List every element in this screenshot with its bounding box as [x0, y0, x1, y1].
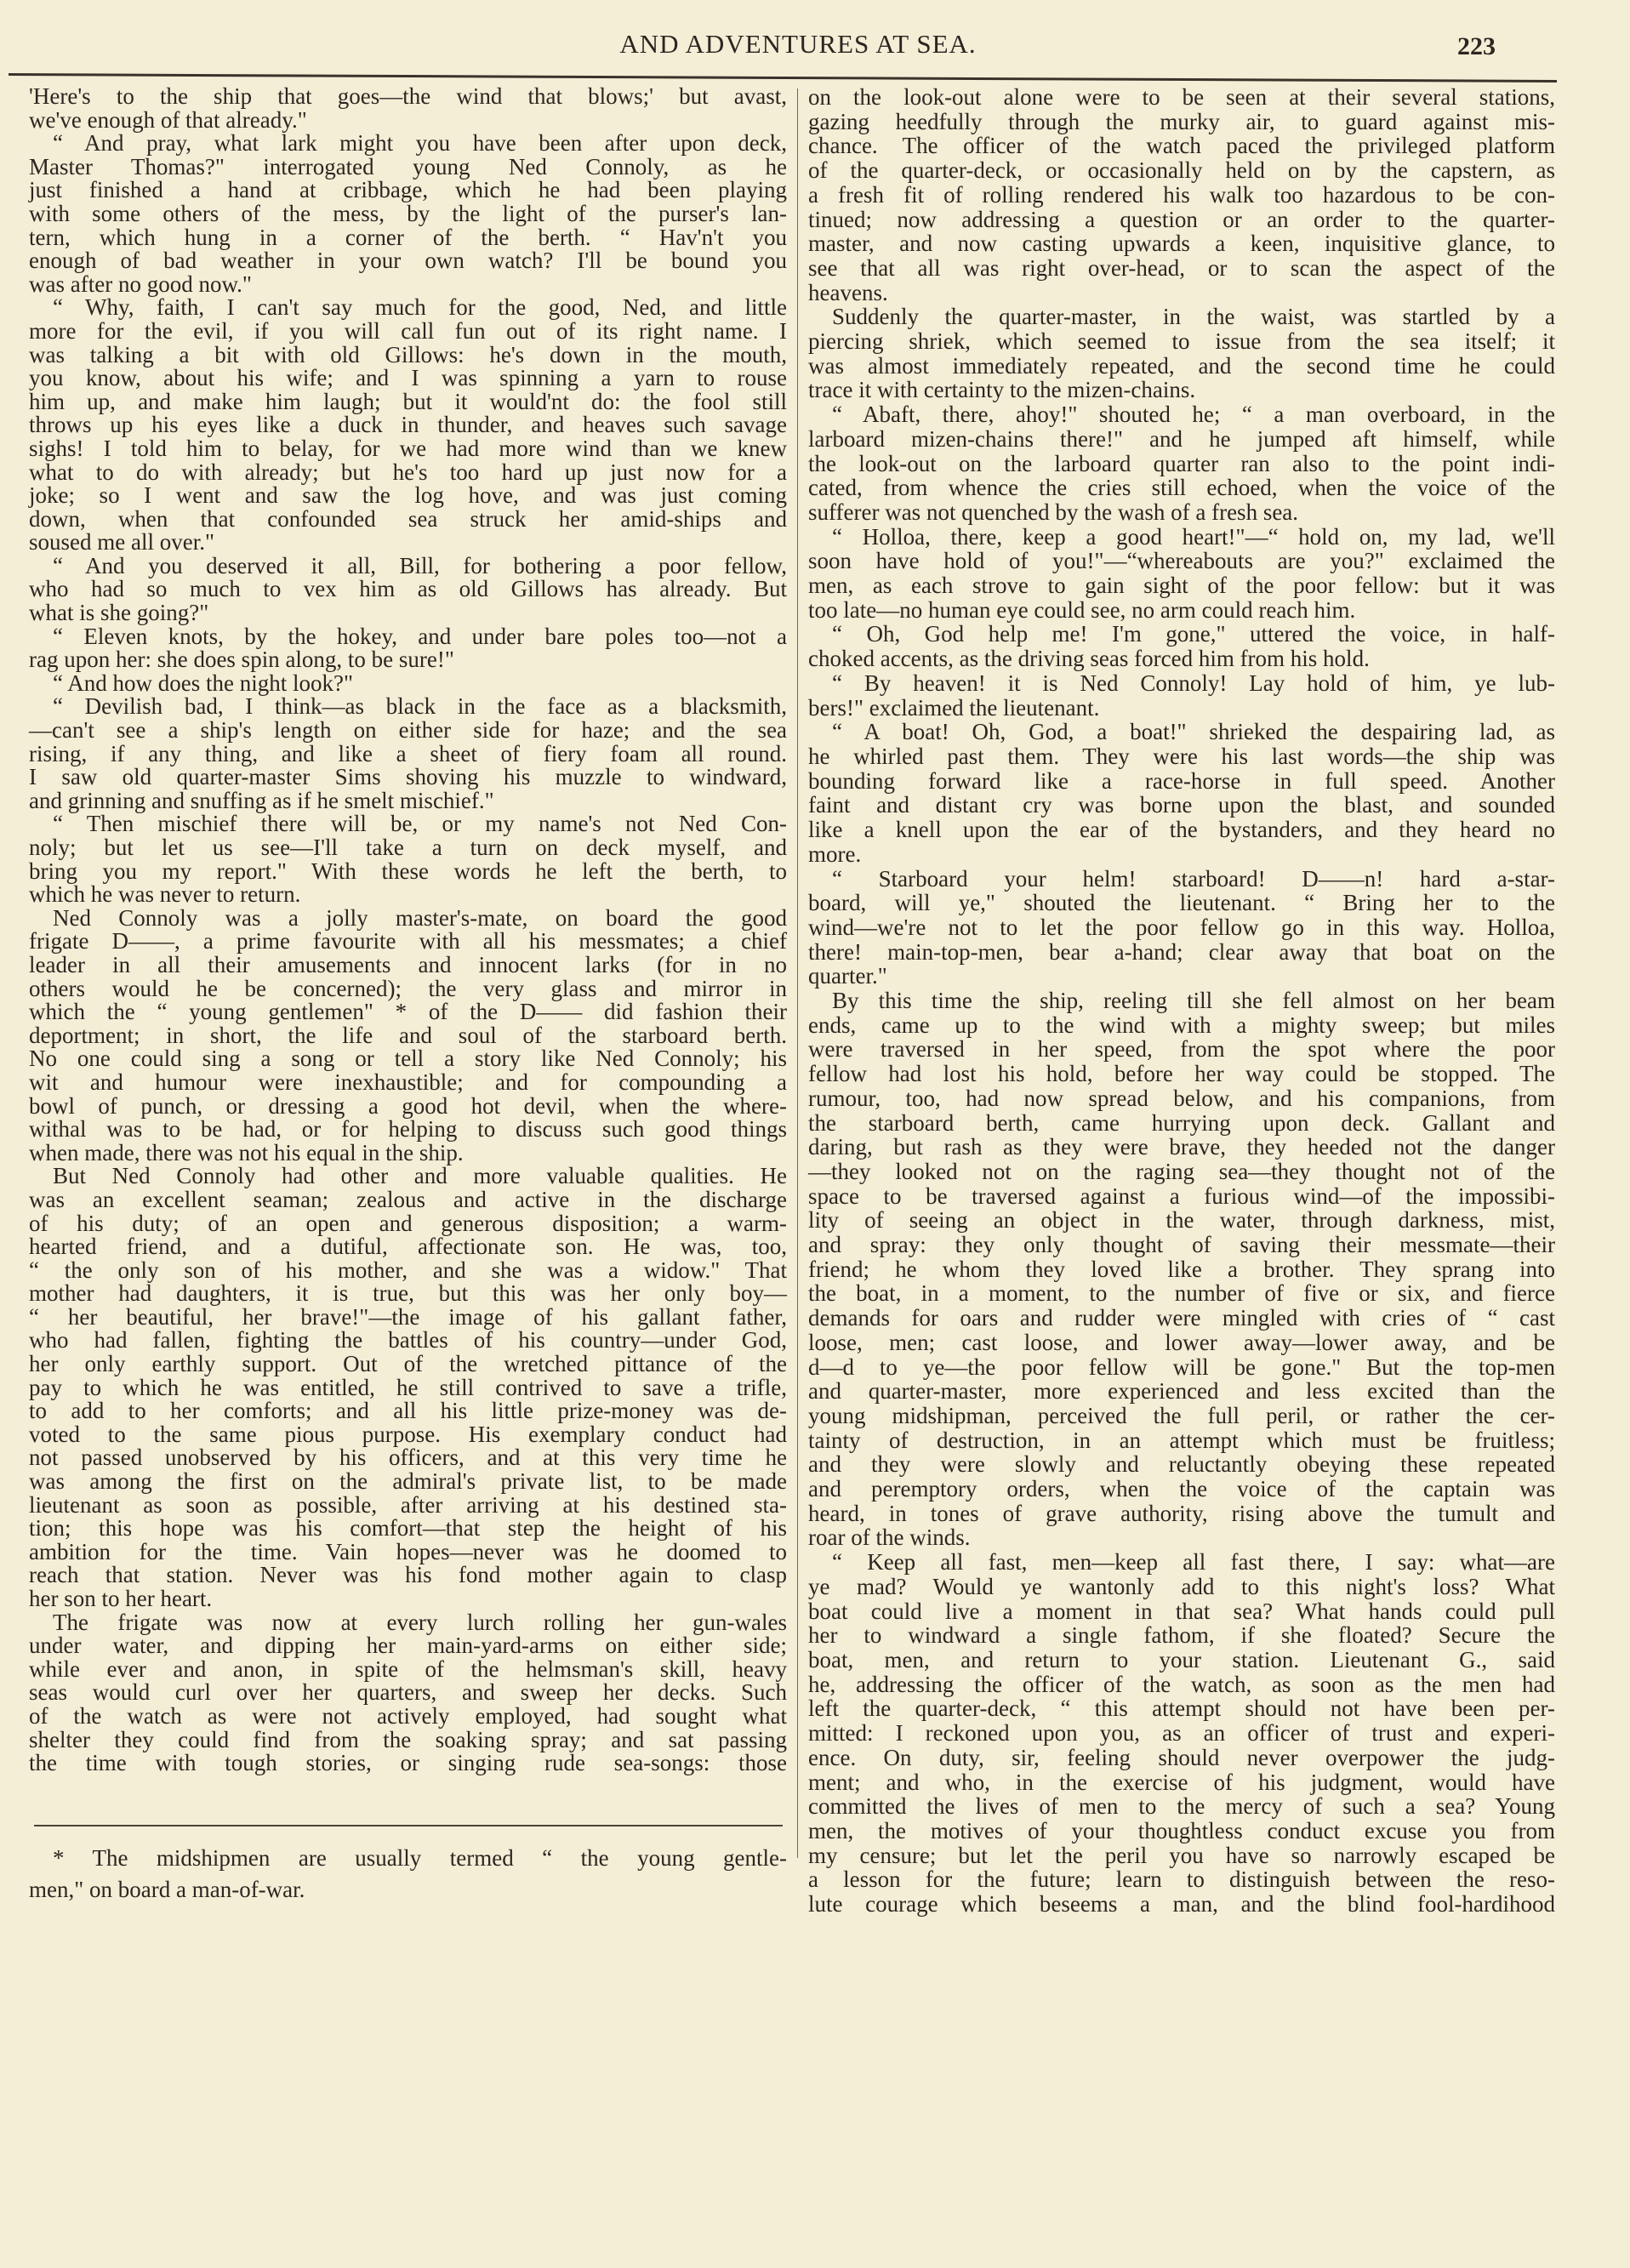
paragraph — [29, 296, 787, 555]
text-line: joke; so I went and saw the log hove, and was just coming — [29, 482, 787, 509]
text-line: her to windward a single fathom, if she floated? Secure the — [808, 1622, 1555, 1649]
text-line: I saw old quarter-master Sims shoving his muzzle to windward, — [29, 764, 787, 790]
text-line: when made, there was not his equal in the ship. — [29, 1139, 464, 1165]
running-title: AND ADVENTURES AT SEA. — [619, 29, 977, 59]
text-line: “ the only son of his mother, and she was a widow." That — [29, 1257, 787, 1283]
text-line: bring you my report." With these words he left the berth, to — [29, 858, 787, 884]
text-line: “ And how does the night look?" — [53, 670, 353, 696]
text-line: which the “ young gentlemen" * of the D—— did fashion their — [29, 999, 787, 1025]
text-line: rising, if any thing, and like a sheet of fiery foam all round. — [29, 740, 787, 766]
text-line: No one could sing a song or tell a story like Ned Connoly; his — [29, 1046, 787, 1072]
text-line: we've enough of that already." — [29, 106, 307, 133]
text-line: and spray: they only thought of saving their messmate—their — [808, 1232, 1555, 1258]
text-line: my censure; but let the peril you have so narrowly escaped be — [808, 1842, 1555, 1868]
text-line: lieutenant as soon as possible, after arriving at his destined sta- — [29, 1491, 787, 1518]
text-line: of the watch as were not actively employed, had sought what — [29, 1702, 787, 1729]
text-line: a fresh fit of rolling rendered his walk too hazardous to be con- — [808, 181, 1555, 208]
text-line: like a knell upon the ear of the bystanders, and they heard no — [808, 817, 1555, 843]
text-line: gazing heedfully through the murky air, to guard against mis- — [808, 108, 1555, 134]
text-line: her only earthly support. Out of the wretched pittance of the — [29, 1351, 787, 1377]
text-line: tinued; now addressing a question or an order to the quarter- — [808, 206, 1555, 232]
text-line: fellow had lost his hold, before her way could be stopped. The — [808, 1061, 1555, 1087]
paragraph — [808, 525, 1555, 623]
text-line: more. — [808, 841, 862, 867]
footnote — [29, 1843, 787, 1906]
text-line: seas would curl over her quarters, and sweep her decks. Such — [29, 1679, 787, 1706]
text-line: friend; he whom they loved like a brother. They sprang into — [808, 1256, 1555, 1282]
text-line: a lesson for the future; learn to distinguish between the reso- — [808, 1866, 1555, 1893]
text-line: rag upon her: she does spin along, to be sure!" — [29, 647, 454, 673]
text-line: bers!" exclaimed the lieutenant. — [808, 694, 1100, 721]
text-line: demands for oars and rudder were mingled with cries of “ cast — [808, 1305, 1555, 1331]
text-line: too late—no human eye could see, no arm could reach him. — [808, 596, 1356, 623]
text-line: boat could live a moment in that sea? What hands could pull — [808, 1598, 1555, 1624]
text-line: on the look-out alone were to be seen at their several stations, — [808, 84, 1555, 110]
text-line: men, the motives of your thoughtless conduct excuse you from — [808, 1817, 1555, 1843]
text-line: —can't see a ship's length on either side for haze; and the sea — [29, 717, 787, 744]
paragraph — [808, 1550, 1555, 1917]
text-line: larboard mizen-chains there!" and he jumped aft himself, while — [808, 425, 1555, 452]
text-line: just finished a hand at cribbage, which he had been playing — [29, 177, 787, 203]
text-line: to add to her comforts; and all his little prize-money was de- — [29, 1398, 787, 1424]
text-line: mother had daughters, it is true, but this was her only boy— — [29, 1280, 787, 1307]
text-line: heavens. — [808, 279, 888, 305]
paragraph — [29, 625, 787, 672]
text-line: the boat, in a moment, to the number of five or six, and fierce — [808, 1280, 1555, 1307]
paragraph — [808, 720, 1555, 866]
text-line: reach that station. Never was his fond mother again to clasp — [29, 1562, 787, 1588]
text-line: faint and distant cry was borne upon the blast, and sounded — [808, 792, 1555, 818]
text-line: By this time the ship, reeling till she fell almost on her beam — [832, 988, 1555, 1014]
text-line: while ever and anon, in spite of the helmsman's skill, heavy — [29, 1655, 787, 1682]
text-line: 'Here's to the ship that goes—the wind that blows;' but avast, — [29, 83, 787, 109]
text-line: committed the lives of men to the mercy of such a sea? Young — [808, 1793, 1555, 1820]
text-line: ambition for the time. Vain hopes—never was he doomed to — [29, 1538, 787, 1564]
text-line: ment; and who, in the exercise of his judgment, would have — [808, 1769, 1555, 1795]
text-line: bowl of punch, or dressing a good hot devil, when the where- — [29, 1092, 787, 1119]
text-line: were traversed in her speed, from the spot where the poor — [808, 1036, 1555, 1063]
text-line: there! main-top-men, bear a-hand; clear away that boat on the — [808, 938, 1555, 965]
text-line: of the quarter-deck, or occasionally held on by the capstern, as — [808, 157, 1555, 184]
text-line: soon have hold of you!"—“whereabouts are you?" exclaimed the — [808, 548, 1555, 574]
column-divider — [797, 88, 798, 1858]
text-line: tainty of destruction, in an attempt which must be fruitless; — [808, 1427, 1555, 1453]
paragraph — [29, 1611, 787, 1775]
text-line: men, as each strove to gain sight of the poor fellow: but it was — [808, 573, 1555, 599]
text-line: Master Thomas?" interrogated young Ned Connoly, as he — [29, 153, 787, 180]
text-line: “ Oh, God help me! I'm gone," uttered the voice, in half- — [832, 621, 1555, 647]
text-line: what is she going?" — [29, 600, 209, 626]
text-line: sufferer was not quenched by the wash of a fresh sea. — [808, 499, 1299, 525]
text-line: “ A boat! Oh, God, a boat!" shrieked the despairing lad, as — [832, 719, 1555, 745]
text-line: and peremptory orders, when the voice of the captain was — [808, 1476, 1555, 1502]
text-line: her son to her heart. — [29, 1586, 213, 1611]
text-line: the starboard berth, came hurrying upon deck. Gallant and — [808, 1109, 1555, 1136]
text-line: deportment; in short, the life and soul of the starboard berth. — [29, 1022, 787, 1048]
paragraph — [808, 671, 1555, 720]
text-line: leader in all their amusements and innocent larks (for in no — [29, 951, 787, 977]
text-line: The frigate was now at every lurch rolling her gun-wales — [53, 1609, 787, 1635]
text-line: not passed unobserved by his officers, and at this very time he — [29, 1445, 787, 1471]
text-line: chance. The officer of the watch paced the privileged platform — [808, 133, 1555, 159]
paragraph — [29, 85, 787, 132]
text-line: which he was never to return. — [29, 881, 301, 908]
text-line: was an excellent seaman; zealous and active in the discharge — [29, 1186, 787, 1212]
header-rule — [9, 73, 1557, 83]
text-line: “ Starboard your helm! starboard! D——n! hard a-star- — [832, 865, 1555, 892]
text-line: young midshipman, perceived the full peril, or rather the cer- — [808, 1402, 1555, 1428]
text-line: withal was to be had, or for helping to discuss such good things — [29, 1116, 787, 1143]
text-line: “ By heaven! it is Ned Connoly! Lay hold of him, ye lub- — [832, 670, 1555, 696]
text-line: mitted: I reckoned upon you, as an officer of trust and experi- — [808, 1720, 1555, 1747]
text-line: boat, men, and return to your station. Lieutenant G., said — [808, 1647, 1555, 1673]
footnote-line: * The midshipmen are usually termed “ the young gentle- — [53, 1845, 787, 1871]
text-line: enough of bad weather in your own watch? I'll be bound you — [29, 248, 787, 274]
text-line: “ And you deserved it all, Bill, for bothering a poor fellow, — [53, 552, 787, 578]
text-line: who had fallen, fighting the battles of his country—under God, — [29, 1327, 787, 1353]
text-line: trace it with certainty to the mizen-chains. — [808, 377, 1196, 403]
text-line: ence. On duty, sir, feeling should never overpower the judg- — [808, 1744, 1555, 1770]
text-line: board, will ye," shouted the lieutenant. “ Bring her to the — [808, 890, 1555, 916]
text-line: what to do with already; but he's too hard up just now for a — [29, 459, 787, 485]
paragraph — [29, 552, 787, 626]
text-line: lute courage which beseems a man, and the blind fool-hardihood — [808, 1891, 1555, 1918]
text-line: was after no good now." — [29, 271, 252, 297]
text-line: wind—we're not to let the poor fellow go in this way. Holloa, — [808, 914, 1555, 940]
text-line: left the quarter-deck, “ this attempt should not have been per- — [808, 1695, 1555, 1722]
paragraph — [808, 305, 1555, 402]
text-line: frigate D——, a prime favourite with all his messmates; a chief — [29, 928, 787, 954]
footnote-line: men," on board a man-of-war. — [29, 1877, 305, 1902]
text-line: bounding forward like a race-horse in full speed. Another — [808, 767, 1555, 794]
text-line: “ And pray, what lark might you have been after upon deck, — [53, 130, 787, 157]
paragraph — [29, 1165, 787, 1610]
text-line: the look-out on the larboard quarter ran also to the point indi- — [808, 450, 1555, 476]
text-line: him up, and make him laugh; but it would'nt do: the fool still — [29, 388, 787, 414]
footnote-rule — [34, 1825, 783, 1826]
text-line: soused me all over." — [29, 529, 214, 556]
paragraph — [808, 989, 1555, 1550]
text-line: and they were slowly and reluctantly obeying these repeated — [808, 1451, 1555, 1478]
text-line: “ Why, faith, I can't say much for the good, Ned, and little — [53, 294, 787, 321]
text-line: wit and humour were inexhaustible; and for compounding a — [29, 1068, 787, 1095]
text-line: Suddenly the quarter-master, in the waist, was startled by a — [832, 304, 1555, 330]
text-line: you know, about his wife; and I was spinning a yarn to rouse — [29, 365, 787, 391]
text-line: more for the evil, if you will call fun out of its right name. I — [29, 317, 787, 344]
text-line: of his duty; of an open and generous disposition; a warm- — [29, 1210, 787, 1236]
text-line: was talking a bit with old Gillows: he's down in the mouth, — [29, 341, 787, 368]
text-line: “ Holloa, there, keep a good heart!"—“ hold on, my lad, we'll — [832, 523, 1555, 550]
text-line: “ Devilish bad, I think—as black in the face as a blacksmith, — [53, 693, 787, 720]
paragraph — [29, 904, 787, 1165]
text-line: the time with tough stories, or singing rude sea-songs: those — [29, 1750, 787, 1776]
paragraph — [29, 695, 787, 812]
text-line: “ Abaft, there, ahoy!" shouted he; “ a man overboard, in the — [832, 402, 1555, 428]
page-number: 223 — [1457, 32, 1496, 60]
text-line: “ Keep all fast, men—keep all fast there, I say: what—are — [832, 1549, 1555, 1576]
text-line: loose, men; cast loose, and lower away—lower away, and be — [808, 1329, 1555, 1355]
paragraph — [808, 402, 1555, 525]
text-line: sighs! I told him to belay, for we had more wind than we knew — [29, 435, 787, 461]
paragraph — [29, 672, 787, 696]
text-line: “ Eleven knots, by the hokey, and under bare poles too—not a — [53, 623, 787, 649]
text-line: and quarter-master, more experienced and less excited than the — [808, 1378, 1555, 1405]
text-line: who had so much to vex him as old Gillows has already. But — [29, 576, 787, 602]
text-line: tern, which hung in a corner of the berth. “ Hav'n't you — [29, 224, 787, 250]
text-line: pay to which he was entitled, he still contrived to save a trifle, — [29, 1374, 787, 1400]
text-line: ends, came up to the wind with a mighty sweep; but miles — [808, 1011, 1555, 1038]
text-line: ye mad? Would ye wantonly add to this night's loss? What — [808, 1573, 1555, 1599]
text-line: with some others of the mess, by the light of the purser's lan- — [29, 200, 787, 226]
text-line: was among the first on the admiral's private list, to be made — [29, 1468, 787, 1495]
text-line: roar of the winds. — [808, 1524, 971, 1551]
text-line: space to be traversed against a furious wind—of the impossibi- — [808, 1182, 1555, 1209]
text-line: piercing shriek, which seemed to issue from the sea itself; it — [808, 328, 1555, 355]
paragraph — [808, 85, 1555, 305]
right-column — [808, 85, 1555, 1917]
text-line: and grinning and snuffing as if he smelt mischief." — [29, 787, 494, 813]
text-line: was almost immediately repeated, and the second time he could — [808, 352, 1555, 379]
text-line: daring, but rash as they were brave, they heeded not the danger — [808, 1134, 1555, 1160]
text-line: “ Then mischief there will be, or my name's not Ned Con- — [53, 811, 787, 837]
text-line: “ her beautiful, her brave!"—the image of his gallant father, — [29, 1303, 787, 1330]
text-line: down, when that confounded sea struck her amid-ships and — [29, 505, 787, 532]
text-line: others would he be concerned); the very glass and mirror in — [29, 975, 787, 1001]
left-column — [29, 85, 787, 1775]
text-line: But Ned Connoly had other and more valuable qualities. He — [53, 1163, 787, 1189]
paragraph — [808, 622, 1555, 670]
text-line: hearted friend, and a dutiful, affectionate son. He was, too, — [29, 1234, 787, 1260]
text-line: under water, and dipping her main-yard-arms on either side; — [29, 1633, 787, 1659]
text-line: master, and now casting upwards a keen, inquisitive glance, to — [808, 231, 1555, 257]
text-line: choked accents, as the driving seas forced him from his hold. — [808, 646, 1370, 672]
text-line: noly; but let us see—I'll take a turn on deck myself, and — [29, 835, 787, 860]
text-line: lity of seeing an object in the water, through darkness, mist, — [808, 1207, 1555, 1234]
text-line: he, addressing the officer of the watch, as soon as the men had — [808, 1671, 1555, 1697]
text-line: —they looked not on the raging sea—they thought not of the — [808, 1158, 1555, 1184]
text-line: heard, in tones of grave authority, rising above the tumult and — [808, 1500, 1555, 1526]
text-line: throws up his eyes like a duck in thunder, and heaves such savage — [29, 412, 787, 438]
text-line: rumour, too, had now spread below, and his companions, from — [808, 1085, 1555, 1111]
text-line: shelter they could find from the soaking spray; and sat passing — [29, 1726, 787, 1752]
paragraph — [808, 867, 1555, 989]
text-line: d—d to ye—the poor fellow will be gone." But the top-men — [808, 1353, 1555, 1380]
paragraph — [29, 812, 787, 906]
text-line: see that all was right over-head, or to scan the aspect of the — [808, 254, 1555, 281]
text-line: he whirled past them. They were his last words—the ship was — [808, 743, 1555, 769]
text-line: tion; this hope was his comfort—that step the height of his — [29, 1515, 787, 1541]
text-line: voted to the same pious purpose. His exemplary conduct had — [29, 1421, 787, 1447]
text-line: quarter." — [808, 963, 887, 989]
text-line: Ned Connoly was a jolly master's-mate, on board the good — [53, 904, 787, 931]
text-line: cated, from whence the cries still echoed, when the voice of the — [808, 475, 1555, 501]
paragraph — [29, 132, 787, 296]
